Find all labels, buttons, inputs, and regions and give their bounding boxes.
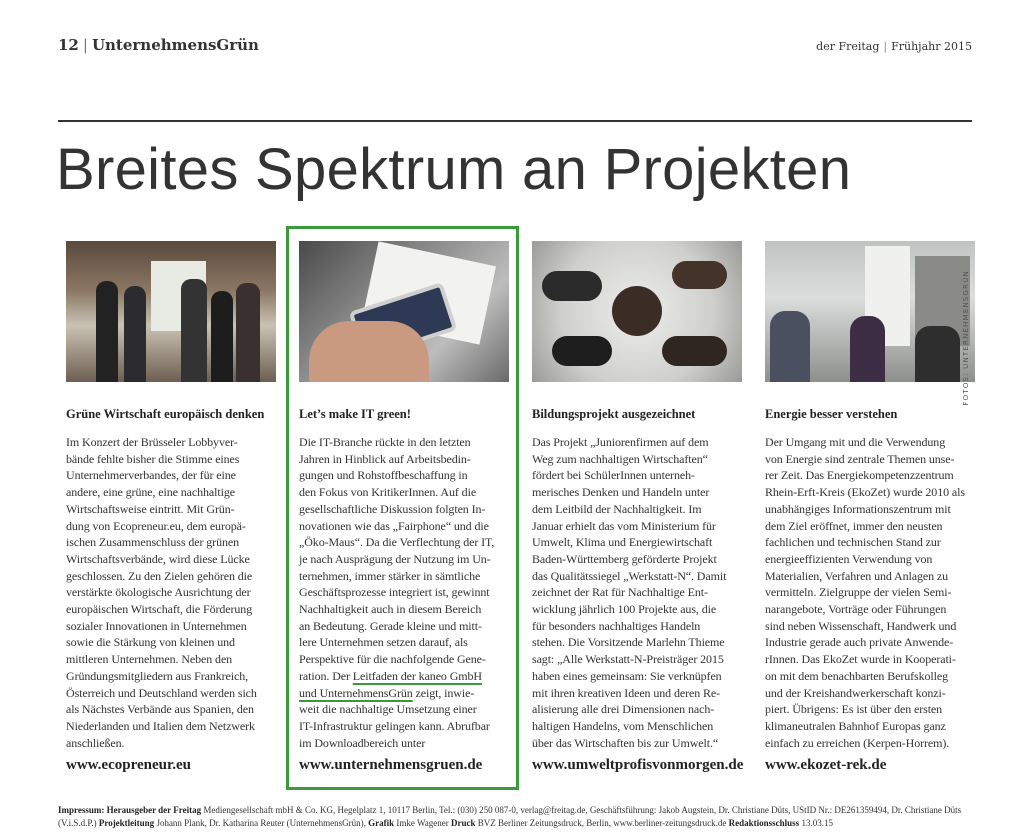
article-link[interactable]: www.ecopreneur.eu — [66, 757, 191, 774]
article-body: Das Projekt „Juniorenfirmen auf dem Weg zum nachhaltigen Wirtschaften“ fördert bei SchülerInnen unterneh- merisches Denken und Handeln unter dem Leitbild der Nachhaltigkeit. Im Januar erhielt das vom Ministerium für Umwelt, Klima und Energiewirtschaft Baden-Württemberg geförderte Projekt das Qualitätssiegel „Werkstatt-N“. Damit zeichnet der Rat für Nachhaltige Ent- wicklung jährlich 100 Projekte aus, die für besonders nachhaltiges Handeln stehen. Die Vorsitzende Marlehn Thieme sagt: „Alle Werkstatt-N-Preisträger 2015 haben eines gemeinsam: Sie verknüpfen mit ihren kreativen Ideen und deren Re- alisierung alle drei Dimensionen nach- haltigen Handelns, vom Menschlichen über das Wirtschaften bis zur Umwelt.“ — [532, 435, 727, 750]
article-body: Im Konzert der Brüsseler Lobbyver- bände fehlte bisher die Stimme eines Unternehmerverbandes, der für eine andere, eine grüne, eine nachhaltige Wirtschaftsweise eintritt. Mit Grün- dung von Ecopreneur.eu, dem europä- ischen Zusammenschluss der grünen Wirtschaftsverbände, wird diese Lücke geschlossen. Zu den Zielen gehören die verstärkte ökologische Ausrichtung der europäischen Wirtschaft, die Förderung sozialer Innovationen in Unternehmen sowie die Stärkung von kleinen und mittleren Unternehmen. Neben den Gründungsmitgliedern aus Frankreich, Österreich und Deutschland werden sich als Nächstes Verbände aus Spanien, den Niederlanden und Italien dem Netzwerk anschließen. — [66, 435, 257, 750]
article-it-green — [286, 226, 519, 790]
impressum-label: Projektleitung — [98, 818, 155, 829]
article-title: Bildungsprojekt ausgezeichnet — [532, 407, 696, 421]
impressum-text: BVZ Berliner Zeitungsdruck, Berlin, www.berliner-zeitungsdruck.de — [475, 818, 729, 829]
impressum-text: Johann Plank, Dr. Katharina Reuter (UnternehmensGrün), — [154, 818, 369, 829]
students-photo — [532, 241, 742, 382]
page-header — [58, 36, 972, 58]
impressum-label: Grafik — [368, 818, 395, 829]
impressum-label: Impressum: Herausgeber der Freitag — [58, 805, 202, 816]
publication-name: der Freitag — [816, 40, 880, 53]
article-ecopreneur — [53, 226, 286, 790]
article-title: Energie besser verstehen — [765, 407, 898, 421]
article-body: Der Umgang mit und die Verwendung von Energie sind zentrale Themen unse- rer Zeit. Das Energiekompetenzzentrum Rhein-Erft-Kreis (EkoZet) wurde 2010 als unabhängiges Informationszentrum mit dem Ziel eröffnet, immer den neusten fachlichen und technischen Stand zur energieeffizienten Verwendung von Materialien, Verfahren und Anlagen zu vermitteln. Zielgruppe der vielen Semi- narangebote, Vorträge oder Führungen sind neben Wissenschaft, Handwerk und Industrie gerade auch private Anwende- rInnen. Das EkoZet wurde in Kooperati- on mit dem benachbarten Berufskolleg und der Kreishandwerkerschaft konzi- piert. Übrigens: Es ist über den ersten klimaneutralen Bahnhof Europas ganz einfach zu erreichen (Kerpen-Horrem). — [765, 435, 965, 750]
page-number: 12 — [58, 36, 79, 54]
separator: | — [82, 36, 88, 54]
issue-label: Frühjahr 2015 — [891, 40, 972, 53]
impressum — [58, 804, 972, 830]
article-link[interactable]: www.ekozet-rek.de — [765, 757, 887, 774]
page-header-left — [58, 36, 259, 54]
photo-credit: FOTOS: UNTERNEHMENSGRÜN — [962, 270, 970, 406]
article-link[interactable]: www.umweltprofisvonmorgen.de — [532, 757, 744, 774]
impressum-label: Druck — [450, 818, 476, 829]
article-energie — [752, 226, 985, 790]
body-text: zeigt, inwie- weit die nachhaltige Umsetzung einer IT-Infrastruktur gelingen kann. Abrufbar im Downloadbereich unter — [299, 685, 490, 750]
header-rule — [58, 120, 972, 122]
article-title: Let’s make IT green! — [299, 407, 411, 421]
article-columns — [53, 226, 972, 790]
group-photo — [66, 241, 276, 382]
article-bildungsprojekt — [519, 226, 752, 790]
impressum-text: 13.03.15 — [799, 818, 833, 829]
guide-link[interactable]: Leitfaden der kaneo GmbH und UnternehmensGrün — [299, 668, 482, 700]
article-title: Grüne Wirtschaft europäisch denken — [66, 407, 265, 421]
smartphone-photo — [299, 241, 509, 382]
exhibition-photo — [765, 241, 975, 382]
impressum-text: Imke Wagener — [394, 818, 451, 829]
body-text: Die IT-Branche rückte in den letzten Jahren in Hinblick auf Arbeitsbedin- gungen und Rohstoffbeschaffung in den Fokus von KritikerInnen. Auf die gesellschaftliche Diskussion folgten In- novationen wie das „Fairphone“ und die „Öko-Maus“. Da die Verflechtung der IT, je nach Ausprägung der Nutzung im Un- ternehmen, immer stärker in sämtliche Geschäftsprozesse integriert ist, gewinnt Nachhaltigkeit auch in diesem Bereich an Bedeutung. Gerade kleine und mitt- lere Unternehmen setzen darauf, als Perspektive für die nachfolgende Gene- ration. Der — [299, 435, 495, 683]
separator: | — [883, 40, 888, 53]
article-body — [299, 434, 506, 751]
impressum-text: Mediengesellschaft mbH & Co. KG, Hegelplatz 1, 10117 Berlin, Tel.: (030) 250 087-0, verlag@freitag.de, Geschäftsführung: Jakob Augstein, Dr. Christiane Düts, UStID Nr.: DE261359494, Dr. Christiane Düts (V.i.S.d.P.) — [58, 805, 962, 829]
impressum-label: Redaktionsschluss — [728, 818, 800, 829]
article-link[interactable]: www.unternehmensgruen.de — [299, 757, 483, 774]
page-headline: Breites Spektrum an Projekten — [56, 137, 852, 202]
section-name: UnternehmensGrün — [91, 36, 259, 54]
page-header-right — [816, 40, 972, 53]
